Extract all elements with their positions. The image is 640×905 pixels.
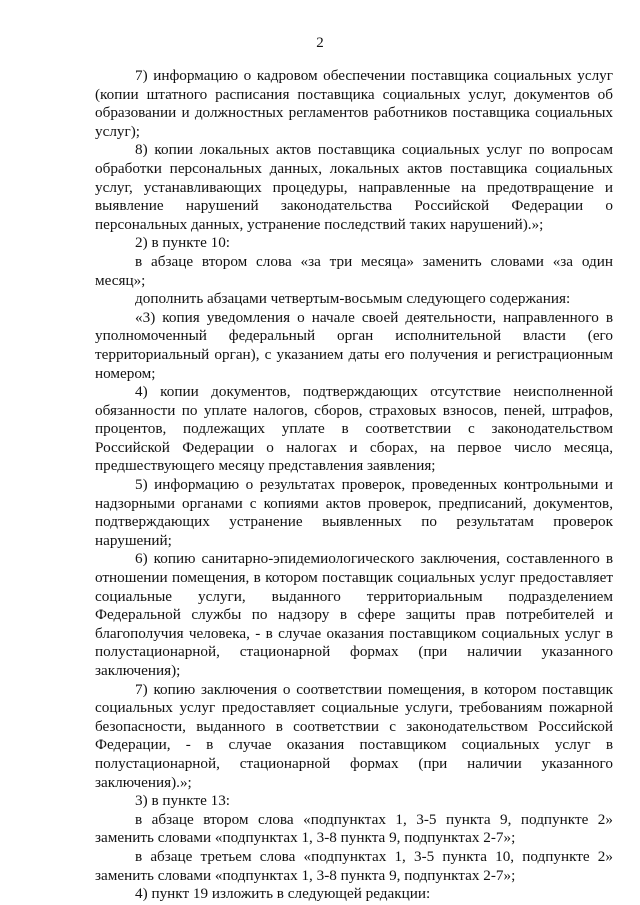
paragraph-clause-10-amendment: в абзаце втором слова «за три месяца» заменить словами «за один месяц»; [95, 252, 613, 289]
paragraph-item-3-notification: «3) копия уведомления о начале своей деятельности, направленного в уполномоченный федеральный орган исполнительной власти (его территориальный орган), с указанием даты его получения и регистрационным номером; [95, 308, 613, 382]
paragraph-item-4-tax-documents: 4) копии документов, подтверждающих отсутствие неисполненной обязанности по уплате налогов, сборов, страховых взносов, пеней, штрафов, процентов, подлежащих уплате в соответствии с законодательством Российской Федерации о налогах и сборах, на первое число месяца, предшествующего месяцу представления заявления; [95, 383, 613, 475]
paragraph-clause-13-heading: 3) в пункте 13: [135, 792, 231, 810]
paragraph-clause-10-addition: дополнить абзацами четвертым-восьмым следующего содержания: [135, 290, 571, 308]
document-body [95, 67, 613, 904]
paragraph-item-8-local-acts: 8) копии локальных актов поставщика социальных услуг по вопросам обработки персональных данных, локальных актов поставщика социальных услуг, устанавливающих процедуры, направленные на предотвращение и выявление нарушений законодательства Российской Федерации о персональных данных, устранение последствий таких нарушений).»; [95, 141, 613, 233]
paragraph-item-7-fire-safety: 7) копию заключения о соответствии помещения, в котором поставщик социальных услуг предоставляет социальные услуги, требованиям пожарной безопасности, выданного в соответствии с законодательством Российской Федерации, - в случае оказания поставщиком социальных услуг в полустационарной, стационарной формах (при наличии указанного заключения).»; [95, 680, 613, 791]
paragraph-clause-13-second-indent: в абзаце втором слова «подпунктах 1, 3-5 пункта 9, подпункте 2» заменить словами «подпунктах 1, 3-8 пункта 9, подпунктах 2-7»; [95, 810, 613, 847]
paragraph-item-6-sanitary-conclusion: 6) копию санитарно-эпидемиологического заключения, составленного в отношении помещения, в котором поставщик социальных услуг предоставляет социальные услуги, выданного территориальным подразделением Федеральной службы по надзору в сфере защиты прав потребителей и благополучия человека, - в случае оказания поставщиком социальных услуг в полустационарной, стационарной формах (при наличии указанного заключения); [95, 550, 613, 679]
paragraph-item-5-inspections: 5) информацию о результатах проверок, проведенных контрольными и надзорными органами с копиями актов проверок, предписаний, документов, подтверждающих устранение выявленных по результатам проверок нарушений; [95, 476, 613, 549]
page-number: 2 [316, 35, 324, 51]
paragraph-clause-13-third-indent: в абзаце третьем слова «подпунктах 1, 3-5 пункта 10, подпункте 2» заменить словами «подпунктах 1, 3-8 пункта 9, подпунктах 2-7»; [95, 847, 613, 884]
paragraph-clause-19-heading: 4) пункт 19 изложить в следующей редакции: [135, 885, 431, 903]
paragraph-clause-10-heading: 2) в пункте 10: [135, 234, 231, 252]
paragraph-item-7-staffing: 7) информацию о кадровом обеспечении поставщика социальных услуг (копии штатного расписания поставщика социальных услуг, документов об образовании и должностных регламентов работников поставщика социальных услуг); [95, 67, 613, 140]
